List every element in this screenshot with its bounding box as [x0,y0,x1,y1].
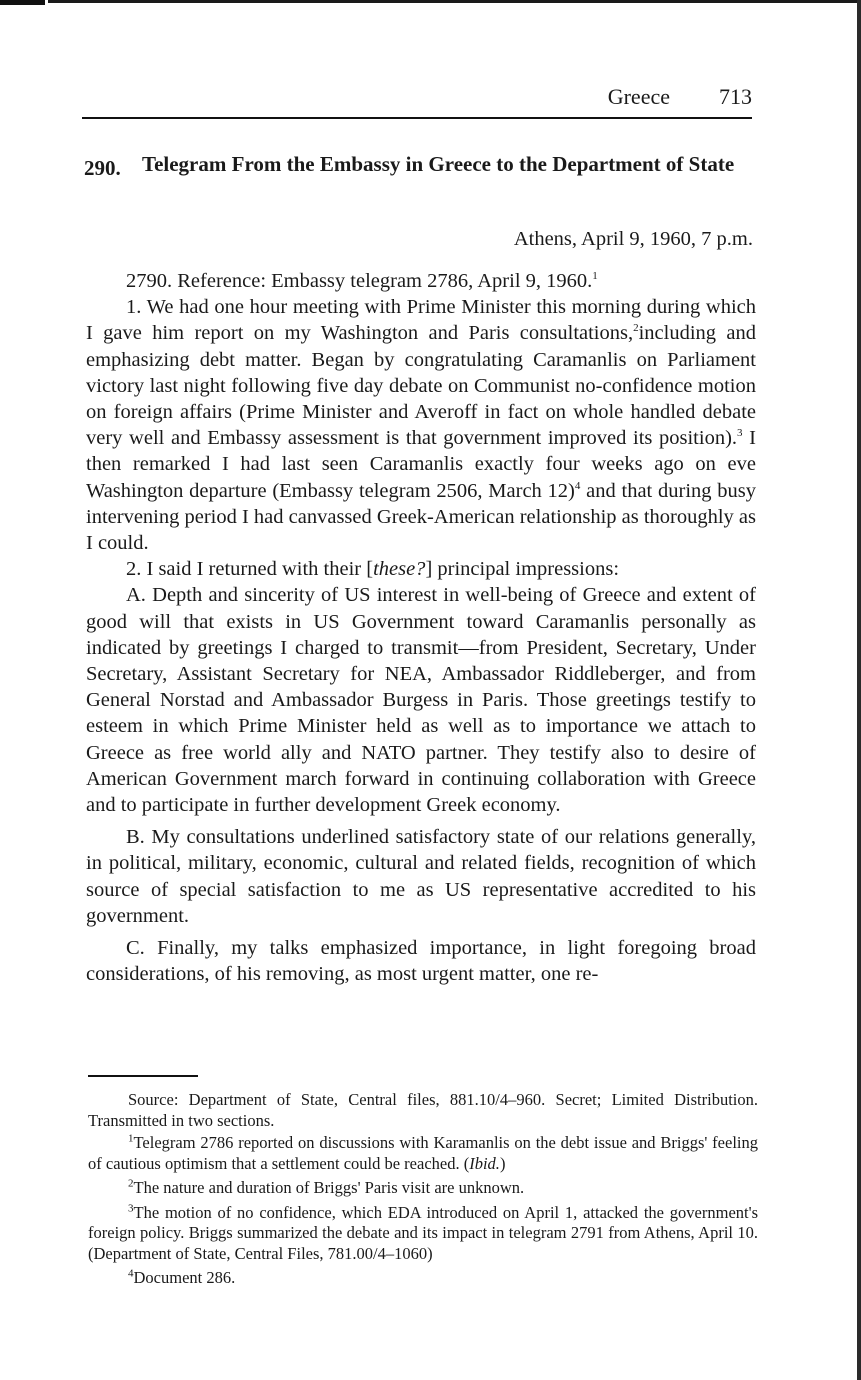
running-head-title: Greece [607,84,670,109]
footnote-4-text: Document 286. [133,1268,236,1287]
paragraph-2-part-b: ] principal impressions: [425,558,620,581]
scan-edge-line [48,0,861,3]
footnote-4-mark: 4 [128,1267,134,1280]
footnote-rule [88,1075,198,1077]
running-head [82,84,752,114]
scan-edge-top [0,0,861,5]
paragraph-2-part-a: 2. I said I returned with their [ [126,558,374,581]
footnotes [88,1090,758,1291]
paragraph-1-part-d: and that during busy intervening period I had canvassed Greek-American relationship as thoroughly as I could. [86,479,757,555]
page-number: 713 [719,84,752,109]
telegram-body [86,268,756,987]
footnote-4 [88,1268,758,1289]
reference-text: 2790. Reference: Embassy telegram 2786, April 9, 1960. [126,270,593,292]
document-title: Telegram From the Embassy in Greece to the Department of State [142,152,735,176]
footnote-2 [88,1178,758,1199]
footnote-1-end: ) [499,1153,506,1173]
footnote-3-mark: 3 [128,1202,134,1214]
footnote-mark-3: 3 [737,427,743,440]
paragraph-2-italic: these? [373,558,426,581]
footnote-mark-1: 1 [592,270,598,283]
footnote-1-italic: Ibid. [469,1153,500,1173]
document-number: 290. [84,156,121,180]
paragraph-2 [86,556,756,582]
footnote-2-text: The nature and duration of Briggs' Paris visit are unknown. [133,1178,525,1197]
footnote-1 [88,1133,758,1174]
footnote-3-text: The motion of no confidence, which EDA introduced on April 1, attacked the government's foreign policy. Briggs summarized the debate and its impact in telegram 2791 from Athens, April 10. (Department of State, Central Files, 781.00/4–1060) [88,1202,758,1263]
source-note: Source: Department of State, Central files, 881.10/4–960. Secret; Limited Distribution. Transmitted in two sections. [88,1090,758,1130]
header-rule [82,117,752,119]
footnote-1-mark: 1 [128,1132,134,1145]
paragraph-1 [86,294,756,556]
paragraph-1-part-b: including and emphasizing debt matter. Began by congratulating Caramanlis on Parliament victory last night following five day debate on Communist no-confidence motion on foreign affairs (Prime Minister and Averoff in fact on whole handled debate very well and Embassy assessment is that government improved its position). [86,322,756,450]
paragraph-1-part-a: 1. We had one hour meeting with Prime Minister this morning during which I gave him report on my Washington and Paris consultations, [86,296,756,345]
paragraph-a: A. Depth and sincerity of US interest in well-being of Greece and extent of good will that exists in US Government toward Caramanlis personally as indicated by greetings I charged to transmit—from President, Secretary, Under Secretary, Assistant Secretary for NEA, Ambassador Riddleberger, and from General Norstad and Ambassador Burgess in Paris. Those greetings testify to esteem in which Prime Minister held as well as to importance we attach to Greece as free world ally and NATO partner. They testify also to desire of American Government march forward in continuing collaboration with Greece and to participate in further development Greek economy. [86,584,756,817]
paragraph-c: C. Finally, my talks emphasized importance, in light foregoing broad considerations, of his removing, as most urgent matter, one re- [86,937,756,986]
footnote-1-text: Telegram 2786 reported on discussions with Karamanlis on the debt issue and Briggs' feeling of cautious optimism that a settlement could be reached. ( [88,1133,758,1173]
reference-paragraph [86,268,756,294]
footnote-mark-2: 2 [633,322,639,335]
footnote-2-mark: 2 [128,1177,134,1190]
scan-edge-mark [0,0,45,5]
paragraph-b: B. My consultations underlined satisfactory state of our relations generally, in political, military, economic, cultural and related fields, recognition of which source of special satisfaction to me as US representative accredited to his government. [86,826,756,927]
footnote-3 [88,1203,758,1265]
dateline: Athens, April 9, 1960, 7 p.m. [513,228,753,250]
footnote-mark-4: 4 [574,479,581,492]
scan-edge-right [857,0,861,1380]
paragraph-1-part-c: I then remarked I had last seen Caramanlis exactly four weeks ago on eve Washington departure (Embassy telegram 2506, March 12) [86,427,756,502]
